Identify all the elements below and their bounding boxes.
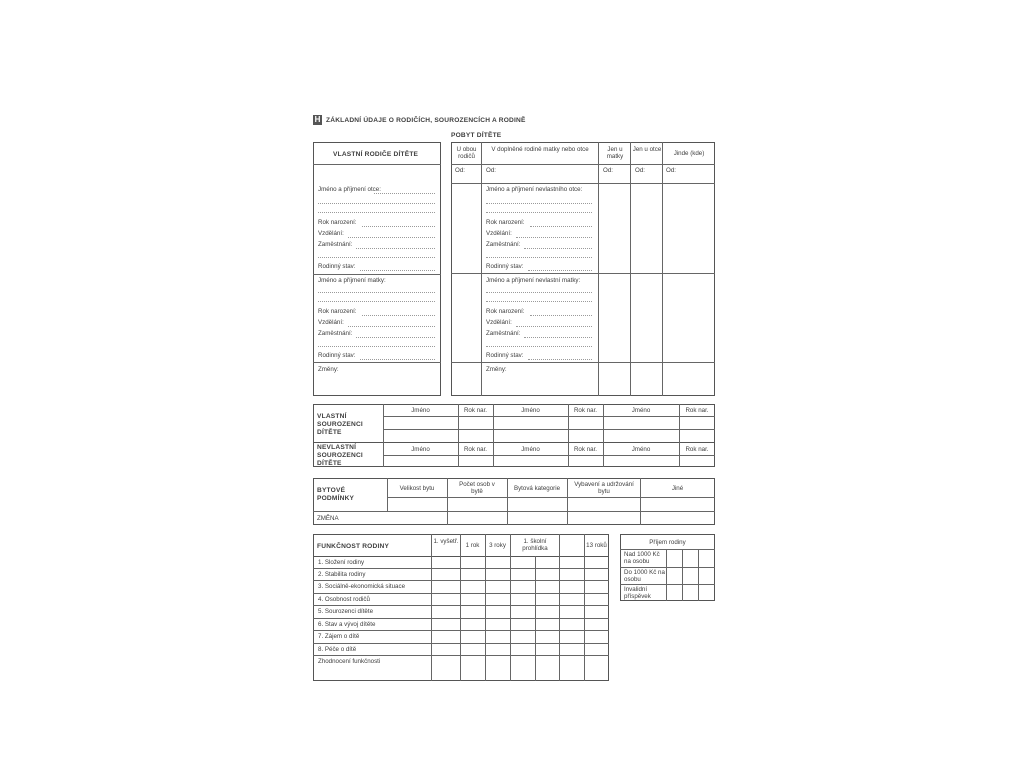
mother-birth-year-label: Rok narození:: [318, 308, 357, 315]
mother-marital-label: Rodinný stav:: [318, 352, 356, 359]
parents-title: VLASTNÍ RODIČE DÍTĚTE: [333, 151, 419, 158]
col-only-father: Jen u otce: [632, 146, 662, 153]
pobyt-title: POBYT DÍTĚTE: [451, 132, 502, 139]
form-title: ZÁKLADNÍ ÚDAJE O RODIČÍCH, SOUROZENCÍCH A RODINĚ: [326, 117, 526, 124]
stepfather-employment-label: Zaměstnání:: [486, 241, 521, 248]
func-row-6: 6. Stav a vývoj dítěte: [318, 621, 376, 628]
stepfather-name-label: Jméno a příjmení nevlastního otce:: [486, 186, 583, 193]
stepfather-birth-year-label: Rok narození:: [486, 219, 525, 226]
step-siblings-label: NEVLASTNÍ SOUROZENCI DÍTĚTE: [317, 444, 363, 467]
mother-name-label: Jméno a příjmení matky:: [318, 277, 386, 284]
col-elsewhere: Jinde (kde): [673, 150, 705, 157]
stepmother-employment-label: Zaměstnání:: [486, 330, 521, 337]
own-sib-year-1: Rok nar.: [463, 407, 488, 414]
func-row-3: 3. Sociálně-ekonomická situace: [318, 583, 406, 590]
func-row-evaluation: Zhodnocení funkčnosti: [318, 658, 381, 665]
stay-changes-label: Změny:: [486, 366, 507, 373]
func-col-first-exam: 1. vyšetř.: [433, 538, 459, 545]
income-under-1000: Do 1000 Kč na osobu: [624, 569, 665, 583]
func-row-8: 8. Péče o dítě: [318, 646, 357, 653]
father-name-label: Jméno a příjmení otce:: [318, 186, 381, 193]
func-row-1: 1. Složení rodiny: [318, 559, 365, 566]
housing-equipment: Vybavení a udržování bytu: [574, 481, 634, 495]
parents-changes-label: Změny:: [318, 366, 339, 373]
stepmother-name-label: Jméno a příjmení nevlastní matky:: [486, 277, 581, 284]
stepmother-birth-year-label: Rok narození:: [486, 308, 525, 315]
stepfather-education-label: Vzdělání:: [486, 230, 512, 237]
od-mother: Od:: [603, 167, 613, 174]
housing-change-label: ZMĚNA: [317, 515, 339, 522]
father-birth-year-label: Rok narození:: [318, 219, 357, 226]
od-supplemented: Od:: [486, 167, 496, 174]
own-sib-name-1: Jméno: [411, 407, 430, 414]
income-title: Příjem rodiny: [649, 539, 686, 546]
func-col-school-exam: 1. školní prohlídka: [522, 538, 548, 552]
col-supplemented-family: V doplněné rodině matky nebo otce: [491, 146, 589, 153]
col-both-parents: U obou rodičů: [456, 146, 477, 160]
func-row-7: 7. Zájem o dítě: [318, 633, 360, 640]
func-row-5: 5. Sourozenci dítěte: [318, 608, 374, 615]
func-row-4: 4. Osobnost rodičů: [318, 596, 370, 603]
mother-employment-label: Zaměstnání:: [318, 330, 353, 337]
step-sib-name-3: Jméno: [631, 446, 651, 453]
father-education-label: Vzdělání:: [318, 230, 344, 237]
func-col-13-years: 13 roků: [586, 542, 607, 549]
income-disability: Invalidní příspěvek: [624, 586, 651, 600]
od-father: Od:: [635, 167, 645, 174]
step-sib-name-1: Jméno: [411, 446, 430, 453]
func-row-2: 2. Stabilita rodiny: [318, 571, 366, 578]
own-sib-year-3: Rok nar.: [685, 407, 709, 414]
housing-size: Velikost bytu: [399, 485, 435, 492]
stepmother-education-label: Vzdělání:: [486, 319, 512, 326]
od-elsewhere: Od:: [666, 167, 676, 174]
functionality-label: FUNKČNOST RODINY: [317, 543, 390, 550]
od-both: Od:: [455, 167, 465, 174]
step-sib-year-3: Rok nar.: [685, 446, 709, 453]
own-sib-name-3: Jméno: [631, 407, 651, 414]
housing-other: Jiné: [671, 485, 684, 492]
own-sib-name-2: Jméno: [521, 407, 540, 414]
mother-education-label: Vzdělání:: [318, 319, 344, 326]
housing-label: BYTOVÉ PODMÍNKY: [317, 487, 355, 502]
func-col-3-years: 3 roky: [489, 542, 506, 549]
step-sib-year-2: Rok nar.: [573, 446, 598, 453]
own-siblings-label: VLASTNÍ SOUROZENCI DÍTĚTE: [317, 413, 363, 436]
income-over-1000: Nad 1000 Kč na osobu: [624, 551, 660, 565]
housing-category: Bytová kategorie: [513, 485, 561, 492]
section-letter-badge: H: [314, 115, 321, 124]
stepfather-marital-label: Rodinný stav:: [486, 263, 524, 270]
step-sib-name-2: Jméno: [521, 446, 540, 453]
col-only-mother: Jen u matky: [606, 146, 624, 160]
func-col-1-year: 1 rok: [465, 542, 480, 549]
father-marital-label: Rodinný stav:: [318, 263, 356, 270]
father-employment-label: Zaměstnání:: [318, 241, 353, 248]
stepmother-marital-label: Rodinný stav:: [486, 352, 524, 359]
own-sib-year-2: Rok nar.: [573, 407, 598, 414]
housing-persons: Počet osob v bytě: [459, 481, 495, 495]
step-sib-year-1: Rok nar.: [463, 446, 488, 453]
